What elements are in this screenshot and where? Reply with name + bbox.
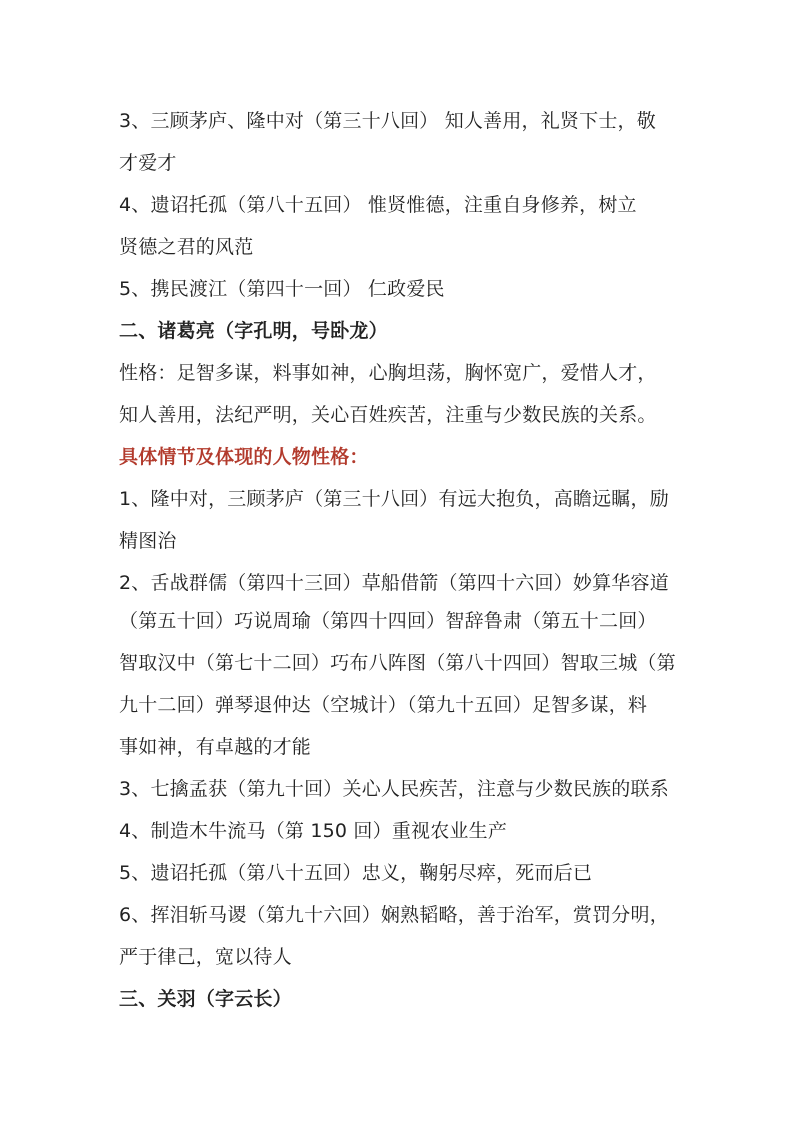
text-line: 4、制造木牛流马（第 150 回）重视农业生产 [119, 820, 508, 842]
subsection-heading: 具体情节及体现的人物性格： [119, 446, 369, 468]
text-line: 贤德之君的风范 [119, 236, 254, 258]
text-line: 3、七擒孟获（第九十回）关心人民疾苦，注意与少数民族的联系 [119, 778, 669, 800]
text-line: 九十二回）弹琴退仲达（空城计）（第九十五回）足智多谋，料 [119, 694, 648, 716]
text-line: 知人善用，法纪严明，关心百姓疾苦，注重与少数民族的关系。 [119, 404, 657, 426]
text-line: 1、隆中对，三顾茅庐（第三十八回）有远大抱负，高瞻远瞩，励 [119, 488, 669, 510]
text-line: （第五十回）巧说周瑜（第四十四回）智辞鲁肃（第五十二回） [119, 610, 657, 632]
text-line: 事如神，有卓越的才能 [119, 736, 312, 758]
section-heading-guan-yu: 三、关羽（字云长） [119, 988, 292, 1010]
text-line: 严于律己，宽以待人 [119, 946, 292, 968]
text-line: 4、遗诏托孤（第八十五回） 惟贤惟德，注重自身修养，树立 [119, 194, 637, 216]
text-line: 性格：足智多谋，料事如神，心胸坦荡，胸怀宽广，爱惜人才， [119, 362, 657, 384]
text-line: 智取汉中（第七十二回）巧布八阵图（第八十四回）智取三城（第 [119, 652, 676, 674]
text-line: 3、三顾茅庐、隆中对（第三十八回） 知人善用，礼贤下士，敬 [119, 110, 656, 132]
text-line: 2、舌战群儒（第四十三回）草船借箭（第四十六回）妙算华容道 [119, 572, 669, 594]
text-line: 才爱才 [119, 152, 177, 174]
text-line: 精图治 [119, 530, 177, 552]
text-line: 6、挥泪斩马谡（第九十六回）娴熟韬略，善于治军，赏罚分明， [119, 904, 669, 926]
section-heading-zhuge-liang: 二、诸葛亮（字孔明，号卧龙） [119, 320, 388, 342]
text-line: 5、携民渡江（第四十一回） 仁政爱民 [119, 278, 445, 300]
text-line: 5、遗诏托孤（第八十五回）忠义，鞠躬尽瘁，死而后已 [119, 862, 593, 884]
